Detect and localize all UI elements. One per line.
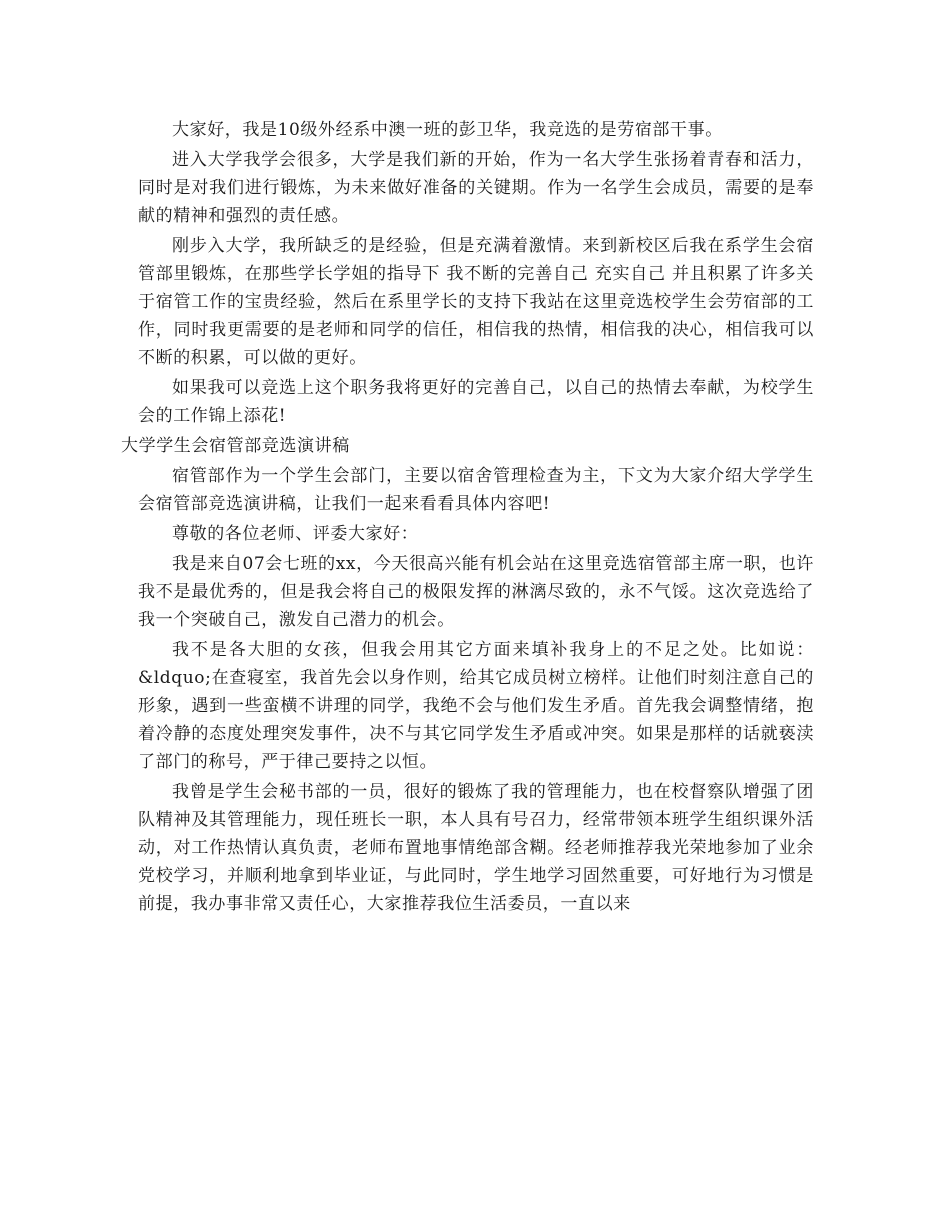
section-heading: 大学学生会宿管部竞选演讲稿 [121,436,350,456]
paragraph-self-introduction: 我是来自07会七班的xx，今天很高兴能有机会站在这里竞选宿管部主席一职，也许我不是最优秀的，但是我会将自己的极限发挥的淋漓尽致的，永不气馁。这次竞选给了我一个突破自己，激发自己潜力的机会。 [138,554,814,630]
paragraph-intro: 大家好，我是10级外经系中澳一班的彭卫华，我竞选的是劳宿部干事。 [172,120,723,140]
document-body [121,116,814,920]
paragraph-university-life: 进入大学我学会很多，大学是我们新的开始，作为一名大学生张扬着青春和活力，同时是对我们进行锻炼，为未来做好准备的关键期。作为一名学生会成员，需要的是奉献的精神和强烈的责任感。 [138,150,814,226]
paragraph-strengths: 我不是各大胆的女孩，但我会用其它方面来填补我身上的不足之处。比如说：&ldquo;在查寝室，我首先会以身作则，给其它成员树立榜样。让他们时刻注意自己的形象，遇到一些蛮横不讲理的同学，我绝不会与他们发生矛盾。首先我会调整情绪，抱着冷静的态度处理突发事件，决不与其它同学发生矛盾或冲突。如果是那样的话就亵渎了部门的称号，严于律己要持之以恒。 [138,640,814,772]
paragraph-experience: 刚步入大学，我所缺乏的是经验，但是充满着激情。来到新校区后我在系学生会宿管部里锻炼，在那些学长学姐的指导下 我不断的完善自己 充实自己 并且积累了许多关于宿管工作的宝贵经验，然后在系里学长的支持下我站在这里竞选校学生会劳宿部的工作，同时我更需要的是老师和同学的信任，相信我的热情，相信我的决心，相信我可以不断的积累，可以做的更好。 [138,236,814,368]
paragraph-background: 我曾是学生会秘书部的一员，很好的锻炼了我的管理能力，也在校督察队增强了团队精神及其管理能力，现任班长一职，本人具有号召力，经常带领本班学生组织课外活动，对工作热情认真负责，老师布置地事情绝部含糊。经老师推荐我光荣地参加了业余党校学习，并顺利地拿到毕业证，与此同时，学生地学习固然重要，可好地行为习惯是前提，我办事非常又责任心，大家推荐我位生活委员，一直以来 [138,782,814,914]
paragraph-greeting: 尊敬的各位老师、评委大家好： [172,524,419,544]
paragraph-commitment: 如果我可以竞选上这个职务我将更好的完善自己，以自己的热情去奉献，为校学生会的工作锦上添花! [138,378,814,426]
paragraph-section-intro: 宿管部作为一个学生会部门，主要以宿舍管理检查为主，下文为大家介绍大学学生会宿管部竞选演讲稿，让我们一起来看看具体内容吧! [138,466,814,514]
